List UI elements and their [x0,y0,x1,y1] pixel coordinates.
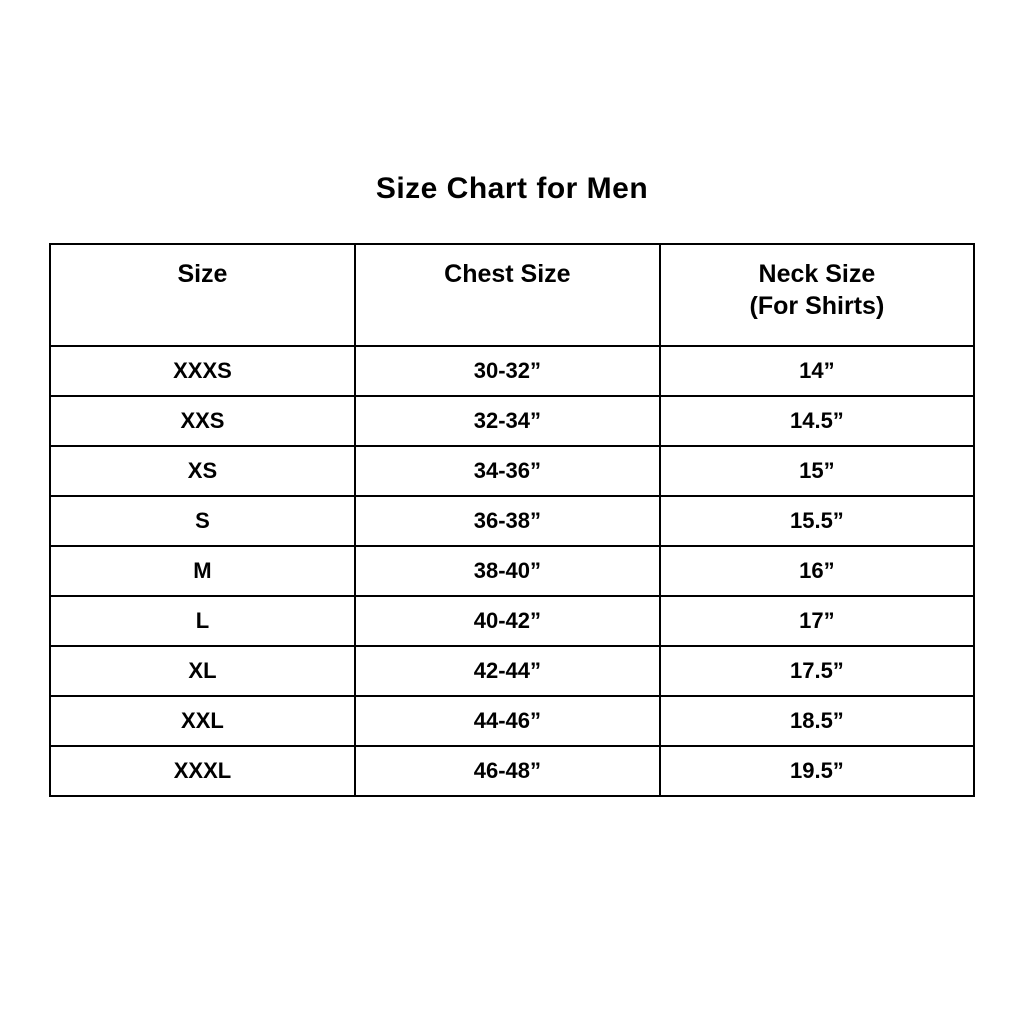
column-header-chest-size-label: Chest Size [444,260,571,288]
cell-neck: 15.5” [660,496,974,546]
cell-size: XXXS [50,346,355,396]
cell-size: S [50,496,355,546]
table-row [50,596,974,646]
cell-neck: 18.5” [660,696,974,746]
cell-neck: 19.5” [660,746,974,796]
column-header-neck-size-note: (For Shirts) [749,292,885,320]
cell-size: XXL [50,696,355,746]
page-title: Size Chart for Men [375,172,649,205]
cell-chest: 46-48” [355,746,660,796]
table-row [50,746,974,796]
cell-chest: 30-32” [355,346,660,396]
cell-size: XL [50,646,355,696]
cell-size: XXS [50,396,355,446]
cell-neck: 15” [660,446,974,496]
table-row [50,646,974,696]
cell-neck: 14.5” [660,396,974,446]
column-header-neck-size-label: Neck Size [758,260,876,288]
table-row [50,546,974,596]
column-header-size [50,244,355,346]
table-row [50,396,974,446]
cell-size: L [50,596,355,646]
cell-neck: 16” [660,546,974,596]
cell-size: M [50,546,355,596]
table-row [50,696,974,746]
table-header [50,244,974,346]
table-body [50,346,974,796]
cell-neck: 17” [660,596,974,646]
size-chart-table [49,243,975,797]
cell-chest: 44-46” [355,696,660,746]
cell-chest: 42-44” [355,646,660,696]
table-row [50,496,974,546]
cell-chest: 38-40” [355,546,660,596]
cell-chest: 40-42” [355,596,660,646]
column-header-neck-size [660,244,974,346]
column-header-size-label: Size [177,260,228,288]
cell-neck: 17.5” [660,646,974,696]
cell-chest: 36-38” [355,496,660,546]
column-header-chest-size [355,244,660,346]
cell-size: XS [50,446,355,496]
cell-chest: 34-36” [355,446,660,496]
table-row [50,446,974,496]
cell-neck: 14” [660,346,974,396]
table-row [50,346,974,396]
cell-size: XXXL [50,746,355,796]
cell-chest: 32-34” [355,396,660,446]
header-row [50,244,974,346]
